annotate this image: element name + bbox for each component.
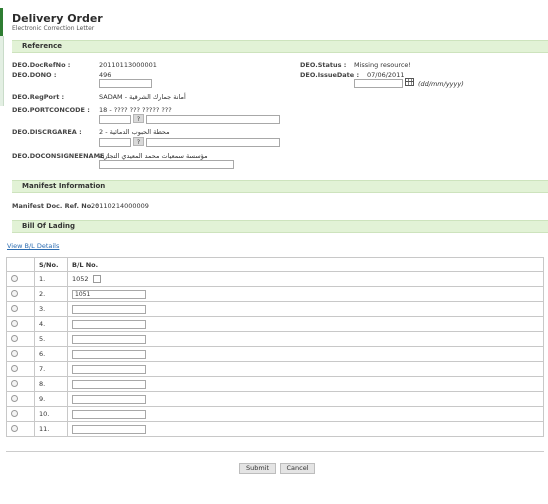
bill-of-lading-table: [6, 257, 544, 437]
submit-button[interactable]: Submit: [239, 463, 276, 474]
sno-column-header: S/No.: [35, 258, 68, 272]
dono-input[interactable]: [99, 79, 152, 88]
sno-cell: 8.: [35, 377, 68, 392]
side-strip: [0, 36, 4, 106]
sno-cell: 5.: [35, 332, 68, 347]
row-select-radio[interactable]: [11, 365, 18, 372]
row-select-radio[interactable]: [11, 320, 18, 327]
row-select-cell: [7, 317, 35, 332]
status-label: DEO.Status :: [300, 61, 347, 69]
bl-no-input[interactable]: [72, 320, 146, 329]
bill-of-lading-rows: [7, 272, 544, 437]
bl-no-input[interactable]: [72, 305, 146, 314]
port-con-code-lookup-button[interactable]: ?: [133, 114, 144, 123]
sno-cell: 4.: [35, 317, 68, 332]
bl-no-checkbox[interactable]: [93, 275, 101, 283]
bl-no-cell: [68, 302, 544, 317]
dono-label: DEO.DONO :: [12, 71, 57, 79]
row-select-cell: [7, 347, 35, 362]
port-con-code-input[interactable]: [99, 115, 131, 124]
sno-cell: 10.: [35, 407, 68, 422]
bl-no-input[interactable]: [72, 335, 146, 344]
date-format-hint: (dd/mm/yyyy): [418, 80, 464, 88]
bl-no-cell: [68, 347, 544, 362]
row-select-cell: [7, 272, 35, 287]
status-value: Missing resource!: [354, 61, 412, 69]
page-header: [12, 12, 103, 33]
row-select-cell: [7, 377, 35, 392]
issue-date-input[interactable]: [354, 79, 403, 88]
discrg-area-label: DEO.DISCRGAREA :: [12, 128, 82, 136]
reg-port-value: SADAM - أمانة جمارك الشرقية: [99, 93, 186, 101]
bl-no-input[interactable]: [72, 350, 146, 359]
bl-no-input[interactable]: [72, 380, 146, 389]
table-row: [7, 332, 544, 347]
row-select-cell: [7, 332, 35, 347]
bl-no-cell: [68, 332, 544, 347]
discrg-area-value: 2 - محطة الحبوب الدمائية: [99, 128, 170, 136]
discrg-area-description-input[interactable]: [146, 138, 280, 147]
bl-no-input[interactable]: [72, 410, 146, 419]
bl-no-input[interactable]: [72, 395, 146, 404]
bl-no-cell: [68, 392, 544, 407]
sno-cell: 7.: [35, 362, 68, 377]
reg-port-label: DEO.RegPort :: [12, 93, 65, 101]
row-select-radio[interactable]: [11, 335, 18, 342]
consignee-name-value: مؤسسة سمعيات محمد المعيدي التجارية: [99, 152, 208, 160]
table-row: [7, 407, 544, 422]
bl-no-input[interactable]: [72, 425, 146, 434]
consignee-name-input[interactable]: [99, 160, 234, 169]
table-row: [7, 377, 544, 392]
page-subtitle: Electronic Correction Letter: [12, 25, 95, 32]
cancel-button[interactable]: Cancel: [280, 463, 315, 474]
row-select-cell: [7, 407, 35, 422]
bl-no-cell: [68, 272, 544, 287]
bl-no-cell: [68, 422, 544, 437]
reference-section-title: Reference: [22, 42, 63, 50]
row-select-radio[interactable]: [11, 305, 18, 312]
table-row: [7, 347, 544, 362]
sno-cell: 11.: [35, 422, 68, 437]
bl-no-column-header: B/L No.: [68, 258, 544, 272]
bl-no-cell: [68, 407, 544, 422]
row-select-radio[interactable]: [11, 425, 18, 432]
radio-column-header: [7, 258, 35, 272]
bill-of-lading-section-header: [12, 220, 548, 233]
row-select-radio[interactable]: [11, 275, 18, 282]
row-select-cell: [7, 302, 35, 317]
manifest-section-title: Manifest Information: [22, 182, 106, 190]
bl-no-cell: [68, 317, 544, 332]
table-row: [7, 317, 544, 332]
bl-no-value: 1052: [72, 275, 89, 283]
bl-no-input[interactable]: 1051: [72, 290, 146, 299]
discrg-area-input[interactable]: [99, 138, 131, 147]
header-accent-bar: [0, 8, 3, 36]
table-row: [7, 392, 544, 407]
issue-date-value: 07/06/2011: [367, 71, 405, 79]
page-title: Delivery Order: [12, 12, 103, 25]
port-con-code-description-input[interactable]: [146, 115, 280, 124]
sno-cell: 1.: [35, 272, 68, 287]
bl-no-input[interactable]: [72, 365, 146, 374]
bl-no-cell: [68, 362, 544, 377]
issue-date-label: DEO.IssueDate :: [300, 71, 360, 79]
manifest-doc-ref-label: Manifest Doc. Ref. No. :: [12, 202, 99, 210]
bl-no-cell: [68, 287, 544, 302]
table-row: [7, 272, 544, 287]
row-select-radio[interactable]: [11, 380, 18, 387]
row-select-radio[interactable]: [11, 350, 18, 357]
row-select-radio[interactable]: [11, 395, 18, 402]
view-bl-details-link[interactable]: View B/L Details: [7, 242, 60, 250]
row-select-radio[interactable]: [11, 290, 18, 297]
bl-no-cell: [68, 377, 544, 392]
form-divider: [6, 451, 544, 452]
sno-cell: 9.: [35, 392, 68, 407]
calendar-icon[interactable]: [405, 78, 414, 86]
table-row: [7, 362, 544, 377]
table-row: [7, 302, 544, 317]
bill-of-lading-section-title: Bill Of Lading: [22, 222, 75, 230]
table-header-row: [7, 258, 544, 272]
sno-cell: 6.: [35, 347, 68, 362]
reference-section-header: [12, 40, 548, 53]
table-row: [7, 422, 544, 437]
doc-ref-no-value: 20110113000001: [99, 61, 157, 69]
port-con-code-label: DEO.PORTCONCODE :: [12, 106, 90, 114]
row-select-cell: [7, 392, 35, 407]
table-row: [7, 287, 544, 302]
row-select-radio[interactable]: [11, 410, 18, 417]
dono-value: 496: [99, 71, 112, 79]
row-select-cell: [7, 422, 35, 437]
row-select-cell: [7, 362, 35, 377]
sno-cell: 3.: [35, 302, 68, 317]
port-con-code-value: 18 - ???? ??? ????? ???: [99, 106, 172, 114]
manifest-doc-ref-value: 20110214000009: [91, 202, 149, 210]
doc-ref-no-label: DEO.DocRefNo :: [12, 61, 71, 69]
manifest-section-header: [12, 180, 548, 193]
discrg-area-lookup-button[interactable]: ?: [133, 137, 144, 146]
row-select-cell: [7, 287, 35, 302]
consignee-name-label: DEO.DOCONSIGNEENAME :: [12, 152, 110, 160]
sno-cell: 2.: [35, 287, 68, 302]
